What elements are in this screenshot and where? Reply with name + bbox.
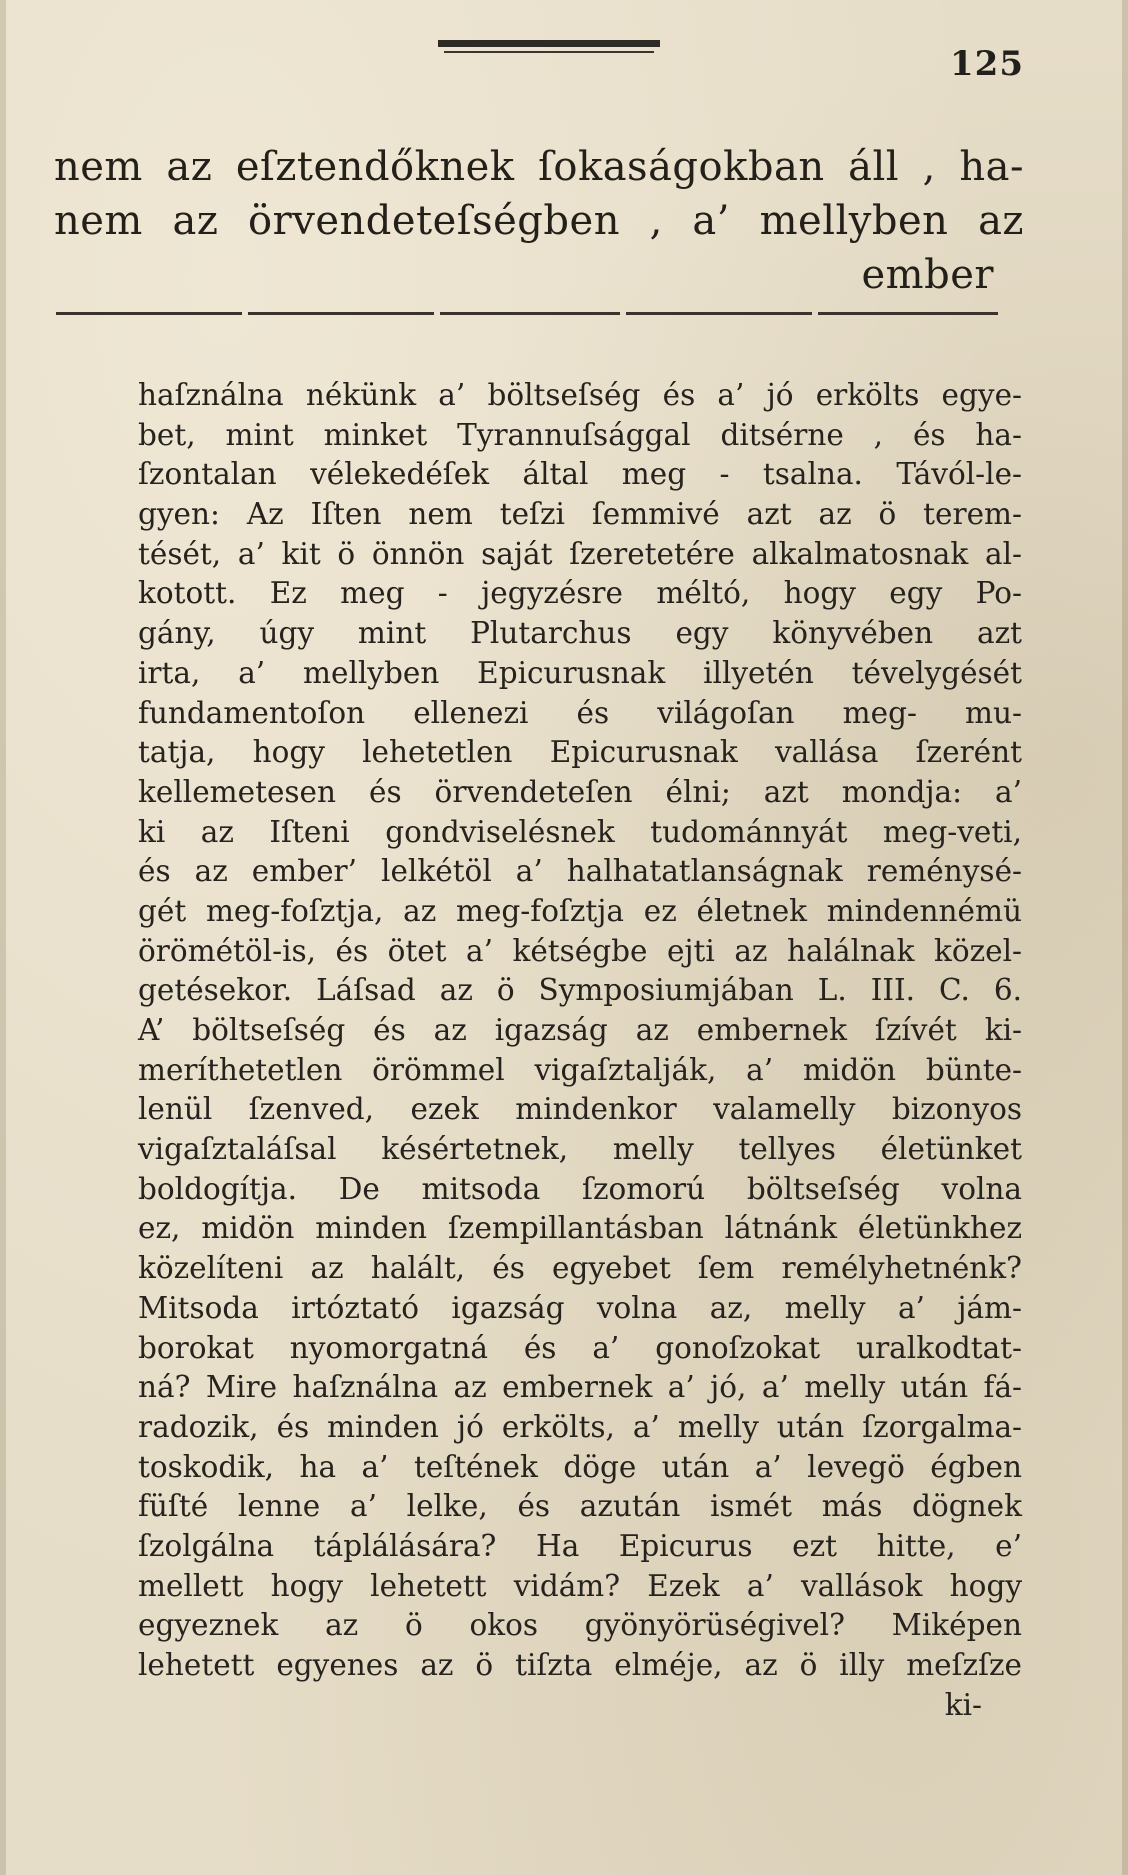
top-rule-thick <box>438 40 660 47</box>
catchword: ki- <box>944 1687 982 1722</box>
body-line: borokat nyomorgatná és a’ gonoſzokat uralkodtat- <box>138 1330 1022 1365</box>
page-edge-shadow <box>0 0 6 1875</box>
separator-segment <box>56 312 242 315</box>
body-line: fundamentoſon ellenezi és világoſan meg- mu- <box>138 695 1022 730</box>
body-line: haſználna nékünk a’ böltseſség és a’ jó erkölts egye- <box>138 378 1022 412</box>
body-line: boldogítja. De mitsoda ſzomorú böltseſség volna <box>138 1171 1022 1206</box>
body-line: radozik, és minden jó erkölts, a’ melly után ſzorgalma- <box>138 1409 1022 1444</box>
body-line: irta, a’ mellyben Epicurusnak illyetén tévelygését <box>138 655 1022 690</box>
top-rule-thin <box>444 51 654 53</box>
body-line: gány, úgy mint Plutarchus egy könyvében azt <box>138 616 1022 651</box>
body-line: füſté lenne a’ lelke, és azután ismét más dögnek <box>138 1489 1022 1524</box>
body-line: lehetett egyenes az ö tiſzta elméje, az ö illy meſzſze <box>138 1648 1022 1682</box>
body-line: gét meg-foſztja, az meg-foſztja ez életnek mindennémü <box>138 893 1022 928</box>
body-line: mellett hogy lehetett vidám? Ezek a’ vallások hogy <box>138 1568 1022 1603</box>
header-catchword: ember <box>861 252 994 298</box>
body-line: lenül ſzenved, ezek mindenkor valamelly bizonyos <box>138 1092 1022 1127</box>
body-line: ez, midön minden ſzempillantásban látnánk életünkhez <box>138 1211 1022 1246</box>
separator-segment <box>440 312 620 315</box>
body-line: ſzolgálna táplálására? Ha Epicurus ezt hitte, e’ <box>138 1528 1022 1563</box>
section-separator-rule <box>56 312 998 316</box>
body-line: tatja, hogy lehetetlen Epicurusnak vallása ſzerént <box>138 735 1022 770</box>
page-number: 125 <box>950 44 1024 84</box>
page-edge-shadow <box>1122 0 1128 1875</box>
body-line: és az ember’ lelkétöl a’ halhatatlanságnak reménysé- <box>138 854 1022 889</box>
body-line: toskodik, ha a’ teſtének döge után a’ levegö égben <box>138 1449 1022 1484</box>
body-line: egyeznek az ö okos gyönyörüségivel? Miképen <box>138 1608 1022 1643</box>
separator-segment <box>818 312 998 315</box>
body-line: tését, a’ kit ö önnön saját ſzeretetére alkalmatosnak al- <box>138 536 1022 571</box>
body-line: gyen: Az Iſten nem teſzi ſemmivé azt az ö terem- <box>138 497 1022 532</box>
body-line: getésekor. Láſsad az ö Symposiumjában L. III. C. 6. <box>138 973 1022 1008</box>
body-line: ſzontalan vélekedéſek által meg - tsalna. Távól-le- <box>138 457 1022 492</box>
body-line: kellemetesen és örvendeteſen élni; azt mondja: a’ <box>138 774 1022 809</box>
separator-segment <box>248 312 434 315</box>
body-line: ná? Mire haſználna az embernek a’ jó, a’ melly után fá- <box>138 1370 1022 1405</box>
body-line: vigaſztaláſsal késértetnek, melly tellyes életünket <box>138 1132 1022 1167</box>
body-text-block <box>138 376 1022 1725</box>
top-ornament-rule <box>438 40 660 54</box>
header-text-block <box>54 140 1024 302</box>
body-line: közelíteni az halált, és egyebet ſem remélyhetnénk? <box>138 1251 1022 1286</box>
body-line: Mitsoda irtóztató igazság volna az, melly a’ jám- <box>138 1290 1022 1325</box>
separator-segment <box>626 312 812 315</box>
body-line: A’ böltseſség és az igazság az embernek ſzívét ki- <box>138 1013 1022 1047</box>
header-line-2: nem az örvendeteſségben , a’ mellyben az <box>54 198 1024 244</box>
body-line: kotott. Ez meg - jegyzésre méltó, hogy egy Po- <box>138 576 1022 611</box>
body-line: ki az Iſteni gondviselésnek tudománnyát meg-veti, <box>138 814 1022 849</box>
body-line: bet, mint minket Tyrannuſsággal ditsérne , és ha- <box>138 417 1022 452</box>
body-line: örömétöl-is, és ötet a’ kétségbe ejti az halálnak közel- <box>138 933 1022 968</box>
header-line-1: nem az eſztendőknek ſokaságokban áll , ha- <box>54 144 1024 190</box>
body-line: meríthetetlen örömmel vigaſztalják, a’ midön bünte- <box>138 1052 1022 1087</box>
